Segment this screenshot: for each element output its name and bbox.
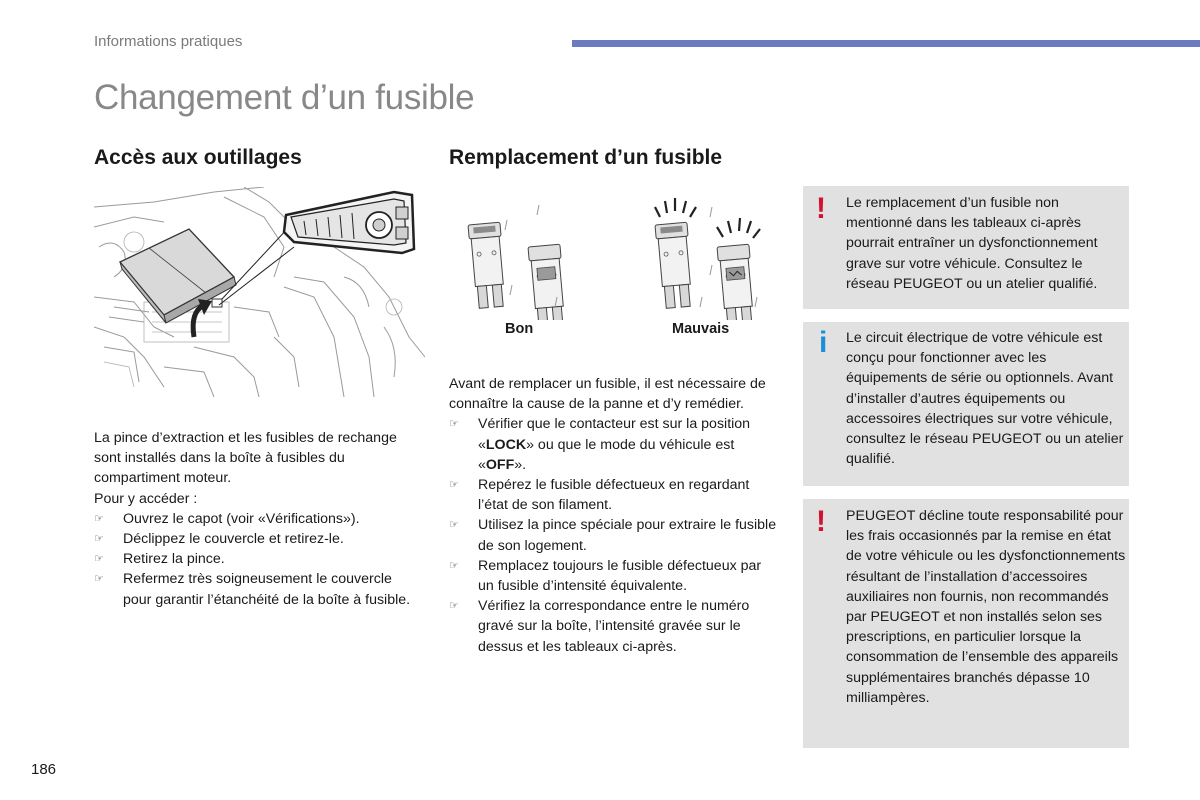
list-item-text: Remplacez toujours le fusible défectueux par un fusible d’intensité équivalente. [478,557,762,595]
info-notice-box [803,322,1129,486]
header-accent-bar [572,40,1200,47]
page-title: Changement d’un fusible [94,78,475,117]
list-item [449,414,779,475]
engine-fusebox-illustration [94,187,425,397]
access-lead-text: Pour y accéder : [94,490,198,507]
fuse-location-paragraph: La pince d’extraction et les fusibles de rechange sont installés dans la boîte à fusibles du compartiment moteur. [94,430,397,487]
pointing-hand-icon: ☞ [94,512,104,525]
info-icon: i [819,326,828,359]
warning-icon: ! [816,192,826,225]
list-item [449,596,779,657]
section-label: Informations pratiques [94,33,243,50]
replace-intro-paragraph: Avant de remplacer un fusible, il est nécessaire de connaître la cause de la panne et d’y remédier. [449,376,766,413]
access-tools-heading: Accès aux outillages [94,146,302,169]
list-item [449,475,779,515]
pointing-hand-icon: ☞ [94,533,104,546]
liability-notice-box [803,499,1129,748]
list-item-text: Utilisez la pince spéciale pour extraire le fusible de son logement. [478,517,777,554]
pointing-hand-icon: ☞ [449,559,459,572]
caption-good: Bon [505,321,534,337]
replace-fuse-heading: Remplacement d’un fusible [449,146,723,169]
warning-notice-box [803,186,1129,309]
list-item [94,569,424,609]
pointing-hand-icon: ☞ [449,519,459,532]
list-item-text: Ouvrez le capot (voir «Vérifications»). [123,510,360,527]
pointing-hand-icon: ☞ [94,573,104,586]
page-number: 186 [31,761,57,778]
warning-icon: ! [816,505,826,538]
pointing-hand-icon: ☞ [94,553,104,566]
list-item [449,515,779,555]
info-notice-text: Le circuit électrique de votre véhicule est conçu pour fonctionner avec les équipements de série ou optionnels. Avant d’installer d’autres équipements ou accessoires électriques sur votre véhicule, consultez le réseau PEUGEOT ou un atelier qualifié. [846,330,1124,468]
lock-keyword: LOCK [485,436,527,453]
list-item [94,549,424,569]
liability-notice-text: PEUGEOT décline toute responsabilité pour les frais occasionnés par la remise en état de votre véhicule ou les dysfonctionnements résultant de l’installation d’accessoires auxiliaires non fournis, non recommandés par PEUGEOT et non installés selon ses prescriptions, en particulier lorsque la consommation de l’ensemble des appareils supplémentaires branchés dépasse 10 milliampères. [846,508,1126,706]
list-item [449,556,779,596]
list-item-text: Refermez très soigneusement le couvercle pour garantir l’étanchéité de la boîte à fusible. [123,571,411,608]
list-item-text: Vérifiez la correspondance entre le numéro gravé sur la boîte, l’intensité gravée sur le dessus et les tableaux ci-après. [478,598,750,655]
list-item-text: Repérez le fusible défectueux en regardant l’état de son filament. [478,477,750,514]
list-item-text: Déclippez le couvercle et retirez-le. [123,531,344,548]
pointing-hand-icon: ☞ [449,418,459,431]
warning-notice-text: Le remplacement d’un fusible non mentionné dans les tableaux ci-après pourrait entraîner un dysfonctionnement grave sur votre véhicule. Consultez le réseau PEUGEOT ou un atelier qualifié. [846,195,1098,292]
left-body [94,428,424,610]
list-item [94,509,424,529]
fuse-comparison-illustration [455,195,780,320]
pointing-hand-icon: ☞ [449,600,459,613]
list-item [94,529,424,549]
list-item-text: Retirez la pince. [123,551,225,568]
list-item-text: Vérifier que le contacteur est sur la position «LOCK» ou que le mode du véhicule est «OFF». [478,416,751,473]
caption-bad: Mauvais [672,321,730,337]
middle-body [449,374,779,657]
pointing-hand-icon: ☞ [449,479,459,492]
off-keyword: OFF [485,456,515,473]
